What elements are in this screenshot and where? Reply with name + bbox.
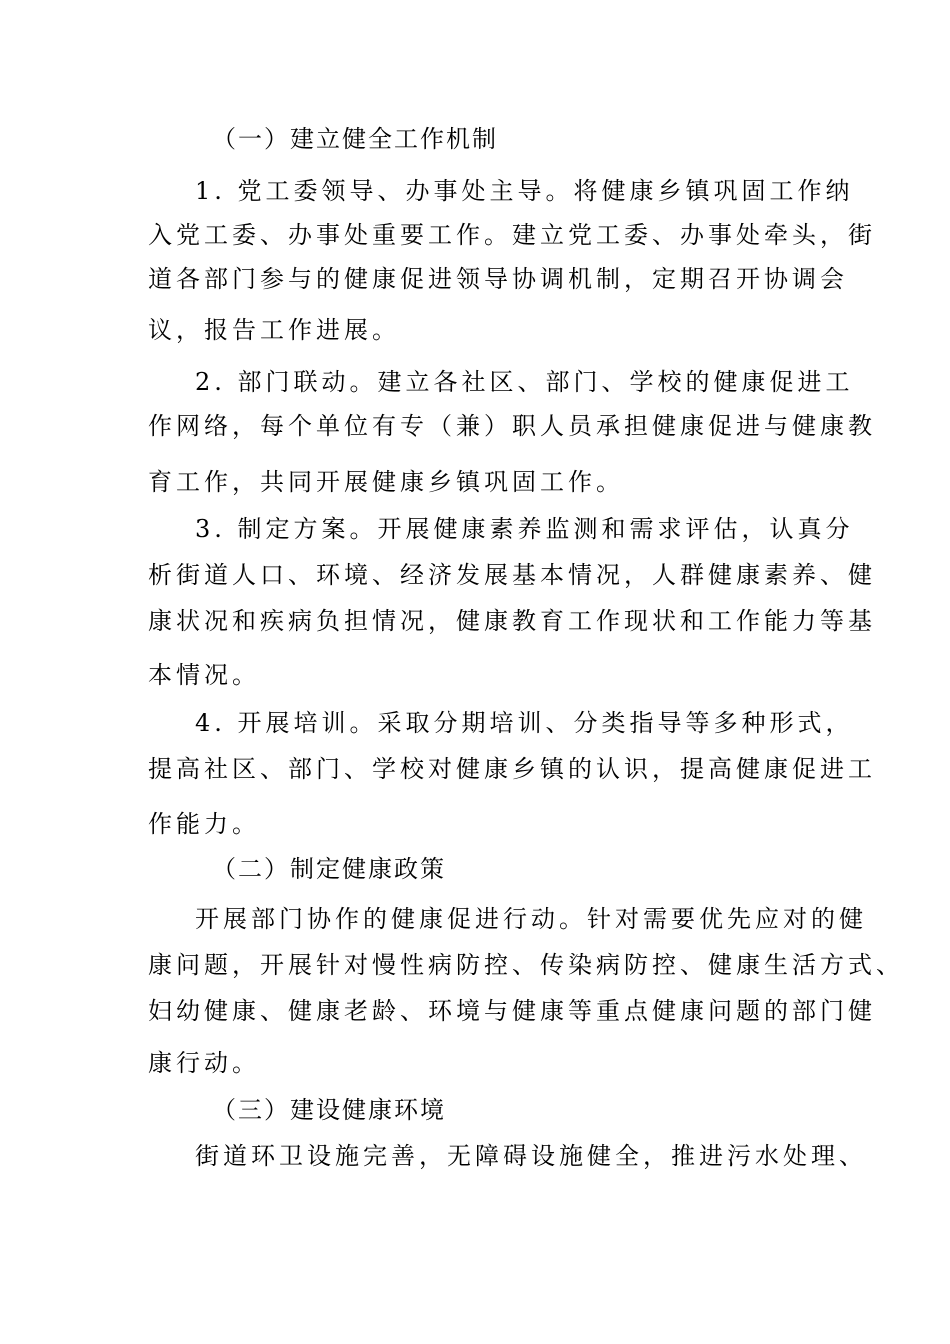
paragraph-line: 康行动。 <box>148 1049 260 1077</box>
paragraph-line: 作网络，每个单位有专（兼）职人员承担健康促进与健康教 <box>148 412 876 440</box>
paragraph-line: 康问题，开展针对慢性病防控、传染病防控、健康生活方式、 <box>148 951 904 979</box>
paragraph-line: 本情况。 <box>148 661 260 689</box>
paragraph-line: 道各部门参与的健康促进领导协调机制，定期召开协调会 <box>148 265 848 293</box>
section-heading-2: （二）制定健康政策 <box>212 855 446 883</box>
section-heading-1: （一）建立健全工作机制 <box>212 125 498 153</box>
section-heading-3: （三）建设健康环境 <box>212 1096 446 1124</box>
paragraph-line: 4. 开展培训。采取分期培训、分类指导等多种形式， <box>195 709 854 737</box>
paragraph-line: 入党工委、办事处重要工作。建立党工委、办事处牵头，街 <box>148 221 876 249</box>
paragraph-line: 议，报告工作进展。 <box>148 316 400 344</box>
paragraph-line: 开展部门协作的健康促进行动。针对需要优先应对的健 <box>195 905 867 933</box>
paragraph-line: 育工作，共同开展健康乡镇巩固工作。 <box>148 468 624 496</box>
paragraph-line: 2. 部门联动。建立各社区、部门、学校的健康促进工 <box>195 368 854 396</box>
paragraph-line: 提高社区、部门、学校对健康乡镇的认识，提高健康促进工 <box>148 755 876 783</box>
paragraph-line: 街道环卫设施完善，无障碍设施健全，推进污水处理、 <box>195 1142 867 1170</box>
paragraph-line: 妇幼健康、健康老龄、环境与健康等重点健康问题的部门健 <box>148 997 876 1025</box>
paragraph-line: 1. 党工委领导、办事处主导。将健康乡镇巩固工作纳 <box>195 177 854 205</box>
paragraph-line: 作能力。 <box>148 810 260 838</box>
paragraph-line: 康状况和疾病负担情况，健康教育工作现状和工作能力等基 <box>148 607 876 635</box>
paragraph-line: 3. 制定方案。开展健康素养监测和需求评估，认真分 <box>195 515 854 543</box>
paragraph-line: 析街道人口、环境、经济发展基本情况，人群健康素养、健 <box>148 561 876 589</box>
